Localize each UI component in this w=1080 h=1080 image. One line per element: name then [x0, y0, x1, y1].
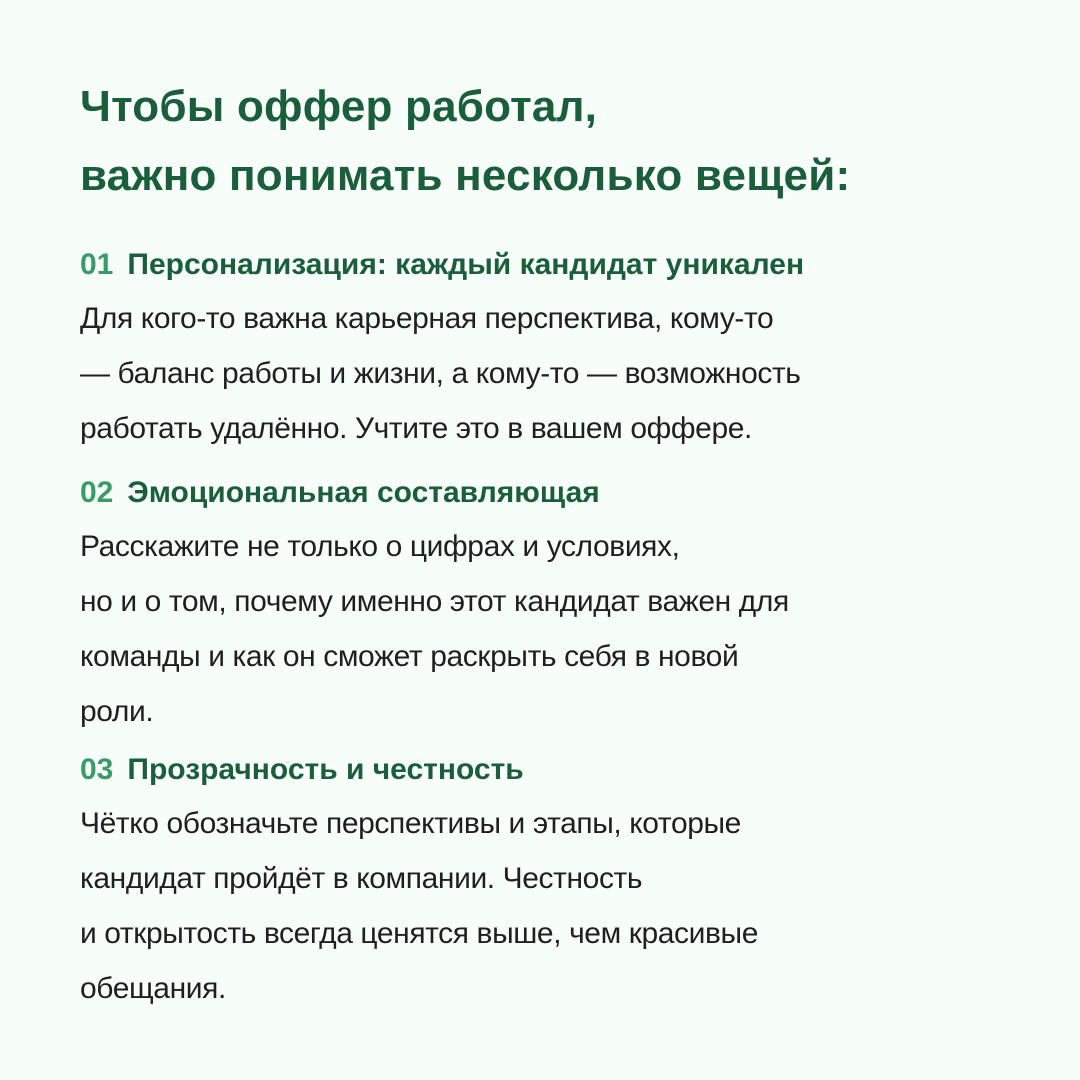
title-line-1: Чтобы оффер работал,: [80, 82, 598, 131]
body-line: команды и как он сможет раскрыть себя в новой: [80, 640, 739, 673]
section-body: [80, 796, 1020, 1016]
body-line: кандидат пройдёт в компании. Честность: [80, 862, 643, 895]
body-line: но и о том, почему именно этот кандидат важен для: [80, 585, 789, 618]
section-emotional: [80, 473, 1020, 739]
body-line: и открытость всегда ценятся выше, чем красивые: [80, 917, 758, 950]
section-heading: [80, 473, 1020, 513]
section-body: [80, 291, 1020, 456]
section-transparency: [80, 750, 1020, 1016]
body-line: обещания.: [80, 972, 226, 1005]
section-number: 01: [80, 248, 114, 281]
body-line: Расскажите не только о цифрах и условиях,: [80, 530, 680, 563]
body-line: роли.: [80, 695, 154, 728]
section-heading: [80, 245, 1020, 285]
section-heading: [80, 750, 1020, 790]
body-line: Чётко обозначьте перспективы и этапы, которые: [80, 807, 741, 840]
section-number: 02: [80, 476, 114, 509]
section-title: Прозрачность и честность: [127, 753, 524, 786]
body-line: — баланс работы и жизни, а кому-то — возможность: [80, 357, 801, 390]
title-line-2: важно понимать несколько вещей:: [80, 151, 851, 200]
body-line: Для кого-то важна карьерная перспектива, кому-то: [80, 302, 774, 335]
section-title: Персонализация: каждый кандидат уникален: [127, 248, 805, 281]
body-line: работать удалённо. Учтите это в вашем оффере.: [80, 412, 752, 445]
page-title: [80, 72, 850, 210]
section-body: [80, 519, 1020, 739]
section-title: Эмоциональная составляющая: [127, 476, 600, 509]
section-number: 03: [80, 753, 114, 786]
section-personalization: [80, 245, 1020, 456]
